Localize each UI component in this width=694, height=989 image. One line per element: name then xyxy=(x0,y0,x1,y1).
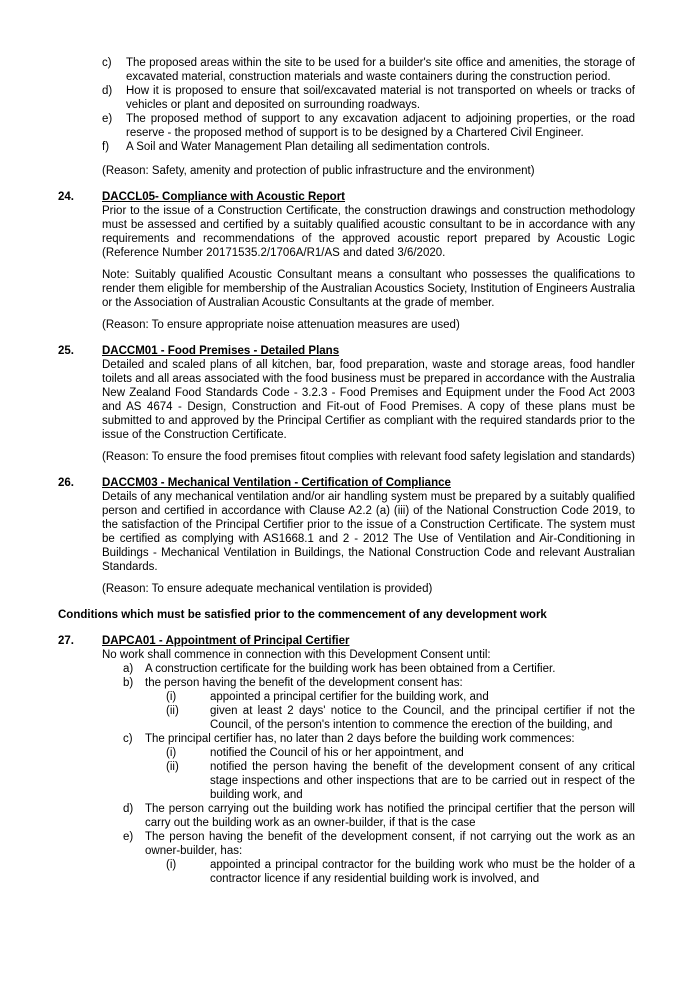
list-text: The person having the benefit of the development consent, if not carrying out the work as an owner-builder, has: xyxy=(145,831,635,857)
list-label: b) xyxy=(123,677,134,689)
sublist-text: notified the person having the benefit of the development consent of any critical stage inspections and other inspections that are to be carried out in respect of the building work, and xyxy=(210,761,635,801)
list-label: c) xyxy=(123,733,133,745)
condition-number: 26. xyxy=(58,477,74,489)
condition-title: DAPCA01 - Appointment of Principal Certifier xyxy=(102,635,350,647)
list-label: e) xyxy=(102,113,113,125)
condition-number: 24. xyxy=(58,191,74,203)
condition-24 xyxy=(0,190,694,332)
list-item xyxy=(0,140,694,154)
list-item xyxy=(0,112,694,140)
sublist-label: (ii) xyxy=(166,761,179,773)
condition-number: 25. xyxy=(58,345,74,357)
document-page xyxy=(0,56,694,886)
reason-text: (Reason: Safety, amenity and protection of public infrastructure and the environment) xyxy=(102,165,535,177)
condition-number: 27. xyxy=(58,635,74,647)
list-item xyxy=(0,676,694,690)
sublist-item xyxy=(0,858,694,886)
condition-25 xyxy=(0,344,694,464)
condition-paragraph: Details of any mechanical ventilation and/or air handling system must be prepared by a suitably qualified person and certified in accordance with Clause A2.2 (a) (iii) of the National Construction Code 2019, to the satisfaction of the Principal Certifier prior to the issue of a Construction Certificate. The system must be certified as complying with AS1668.1 and 2 - 2012 The Use of Ventilation and Air-Conditioning in Buildings - Mechanical Ventilation in Buildings, the National Construction Code and relevant Australian Standards. xyxy=(102,491,635,573)
sublist-item xyxy=(0,704,694,732)
sublist-item xyxy=(0,746,694,760)
sublist-item xyxy=(0,690,694,704)
list-text: the person having the benefit of the development consent has: xyxy=(145,677,463,689)
condition-paragraph: Prior to the issue of a Construction Certificate, the construction drawings and construction methodology must be assessed and certified by a suitably qualified acoustic consultant to be in accordance with any requirements and recommendations of the approved acoustic report prepared by Acoustic Logic (Reference Number 20171535.2/1706A/R1/AS and dated 3/6/2020. xyxy=(102,205,635,259)
condition-intro: No work shall commence in connection with this Development Consent until: xyxy=(102,649,491,661)
list-item xyxy=(0,802,694,830)
condition-title: DACCM03 - Mechanical Ventilation - Certification of Compliance xyxy=(102,477,451,489)
condition-27 xyxy=(0,634,694,886)
list-text: How it is proposed to ensure that soil/excavated material is not transported on wheels or tracks of vehicles or plant and deposited on surrounding roadways. xyxy=(126,85,635,111)
list-text: The proposed areas within the site to be used for a builder's site office and amenities, the storage of excavated material, construction materials and waste containers during the construction period. xyxy=(126,57,635,83)
reason-text: (Reason: To ensure appropriate noise attenuation measures are used) xyxy=(102,319,460,331)
list-text: The person carrying out the building work has notified the principal certifier that the person will carry out the building work as an owner-builder, if that is the case xyxy=(145,803,635,829)
sublist-label: (i) xyxy=(166,747,177,759)
list-item xyxy=(0,56,694,84)
reason-text: (Reason: To ensure the food premises fitout complies with relevant food safety legislation and standards) xyxy=(102,451,635,463)
list-label: c) xyxy=(102,57,112,69)
sublist-item xyxy=(0,760,694,802)
sublist-label: (i) xyxy=(166,859,177,871)
list-text: A Soil and Water Management Plan detailing all sedimentation controls. xyxy=(126,141,490,153)
list-label: f) xyxy=(102,141,110,153)
condition-title: DACCL05- Compliance with Acoustic Report xyxy=(102,191,346,203)
list-item xyxy=(0,830,694,858)
condition-26 xyxy=(0,476,694,596)
reason-text: (Reason: To ensure adequate mechanical ventilation is provided) xyxy=(102,583,433,595)
sublist-text: appointed a principal certifier for the building work, and xyxy=(210,691,489,703)
list-label: d) xyxy=(102,85,113,97)
sublist-text: appointed a principal contractor for the building work who must be the holder of a contractor licence if any residential building work is involved, and xyxy=(210,859,635,885)
section-heading: Conditions which must be satisfied prior to the commencement of any development work xyxy=(58,609,547,621)
list-label: a) xyxy=(123,663,134,675)
sublist-label: (ii) xyxy=(166,705,179,717)
condition-note: Note: Suitably qualified Acoustic Consultant means a consultant who possesses the qualifications to render them eligible for membership of the Australian Acoustics Society, Institution of Engineers Australia or the Association of Australian Acoustic Consultants at the grade of member. xyxy=(102,269,635,309)
list-text: The principal certifier has, no later than 2 days before the building work commences: xyxy=(145,733,575,745)
condition-title: DACCM01 - Food Premises - Detailed Plans xyxy=(102,345,340,357)
sublist-text: given at least 2 days' notice to the Council, and the principal certifier if not the Council, of the person's intention to commence the erection of the building, and xyxy=(210,705,635,731)
list-item xyxy=(0,662,694,676)
list-item xyxy=(0,732,694,746)
list-text: The proposed method of support to any excavation adjacent to adjoining properties, or the road reserve - the proposed method of support is to be designed by a Chartered Civil Engineer. xyxy=(126,113,635,139)
list-label: d) xyxy=(123,803,134,815)
sublist-text: notified the Council of his or her appointment, and xyxy=(210,747,464,759)
sublist-label: (i) xyxy=(166,691,177,703)
list-item xyxy=(0,84,694,112)
list-label: e) xyxy=(123,831,134,843)
list-text: A construction certificate for the building work has been obtained from a Certifier. xyxy=(145,663,556,675)
condition-paragraph: Detailed and scaled plans of all kitchen, bar, food preparation, waste and storage areas, food handler toilets and all areas associated with the food business must be prepared in accordance with the Australia New Zealand Food Standards Code - 3.2.3 - Food Premises and Equipment under the Food Act 2003 and AS 4674 - Design, Construction and Fit-out of Food Premises. A copy of these plans must be submitted to and approved by the Principal Certifier as compliant with the required standards prior to the issue of the Construction Certificate. xyxy=(102,359,635,441)
